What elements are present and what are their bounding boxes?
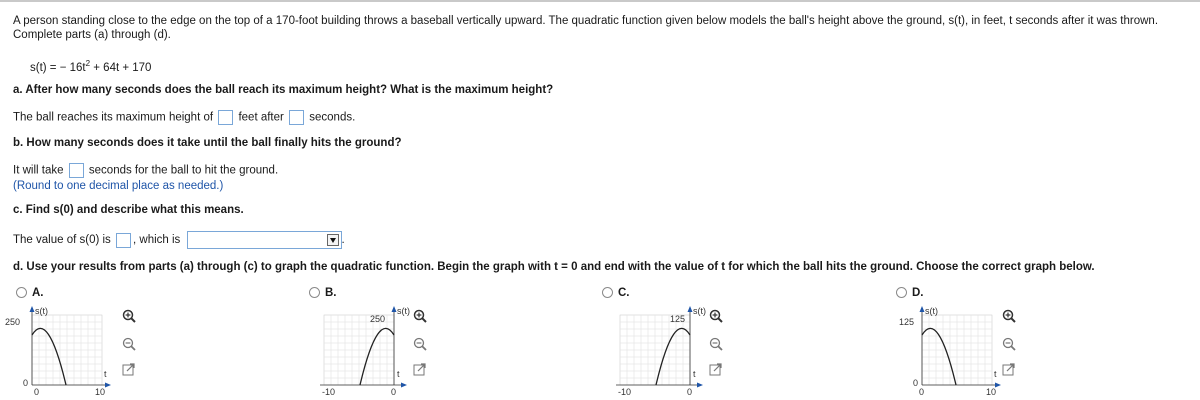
part-a-answer-line: The ball reaches its maximum height of feet after seconds. bbox=[13, 111, 356, 124]
s0-meaning-dropdown[interactable] bbox=[187, 231, 342, 249]
s0-value-input[interactable] bbox=[116, 233, 131, 248]
popout-icon[interactable] bbox=[1002, 363, 1015, 376]
max-time-input[interactable] bbox=[289, 110, 304, 125]
graph-b: s(t) 250 t -10 0 bbox=[300, 305, 450, 400]
option-c[interactable]: C. bbox=[602, 287, 630, 299]
part-b-answer-line: It will take seconds for the ball to hit the ground. bbox=[13, 164, 279, 177]
option-c-radio[interactable] bbox=[602, 287, 613, 298]
zoom-out-icon[interactable] bbox=[709, 337, 723, 351]
part-a-question: a. After how many seconds does the ball reach its maximum height? What is the maximum height? bbox=[13, 84, 554, 96]
graph-a: s(t) 250 0 t 0 10 bbox=[4, 305, 154, 400]
popout-icon[interactable] bbox=[413, 363, 426, 376]
function-formula: s(t) = − $16t^2 + 64t + 170$ bbox=[30, 59, 152, 74]
max-height-input[interactable] bbox=[218, 110, 233, 125]
zoom-in-icon[interactable] bbox=[1002, 309, 1016, 323]
part-c-question: c. Find s(0) and describe what this means. bbox=[13, 204, 244, 216]
option-a-radio[interactable] bbox=[16, 287, 27, 298]
option-a[interactable]: A. bbox=[16, 287, 44, 299]
option-d-radio[interactable] bbox=[896, 287, 907, 298]
zoom-out-icon[interactable] bbox=[1002, 337, 1016, 351]
zoom-out-icon[interactable] bbox=[122, 337, 136, 351]
part-c-answer-line: The value of s(0) is , which is . bbox=[13, 231, 345, 249]
ground-time-input[interactable] bbox=[69, 163, 84, 178]
zoom-out-icon[interactable] bbox=[413, 337, 427, 351]
popout-icon[interactable] bbox=[122, 363, 135, 376]
problem-statement: A person standing close to the edge on the top of a 170-foot building throws a baseball vertically upward. The quadratic function given below models the ball's height above the ground, s(t), in feet, t seconds after it was thrown. Complete parts (a) through (d). bbox=[13, 15, 1159, 41]
option-b[interactable]: B. bbox=[309, 287, 337, 299]
graph-d: s(t) 125 0 t 0 10 bbox=[898, 305, 1048, 400]
zoom-in-icon[interactable] bbox=[122, 309, 136, 323]
chevron-down-icon[interactable] bbox=[327, 234, 339, 246]
popout-icon[interactable] bbox=[709, 363, 722, 376]
top-divider bbox=[0, 0, 1200, 2]
option-d[interactable]: D. bbox=[896, 287, 924, 299]
rounding-hint: (Round to one decimal place as needed.) bbox=[13, 180, 224, 192]
part-b-question: b. How many seconds does it take until the ball finally hits the ground? bbox=[13, 137, 402, 149]
zoom-in-icon[interactable] bbox=[709, 309, 723, 323]
option-b-radio[interactable] bbox=[309, 287, 320, 298]
part-d-question: d. Use your results from parts (a) through (c) to graph the quadratic function. Begin the graph with t = 0 and end with the value of t for which the ball hits the ground. Choose the correct graph below. bbox=[13, 261, 1095, 273]
graph-c: s(t) 125 t -10 0 bbox=[596, 305, 746, 400]
zoom-in-icon[interactable] bbox=[413, 309, 427, 323]
